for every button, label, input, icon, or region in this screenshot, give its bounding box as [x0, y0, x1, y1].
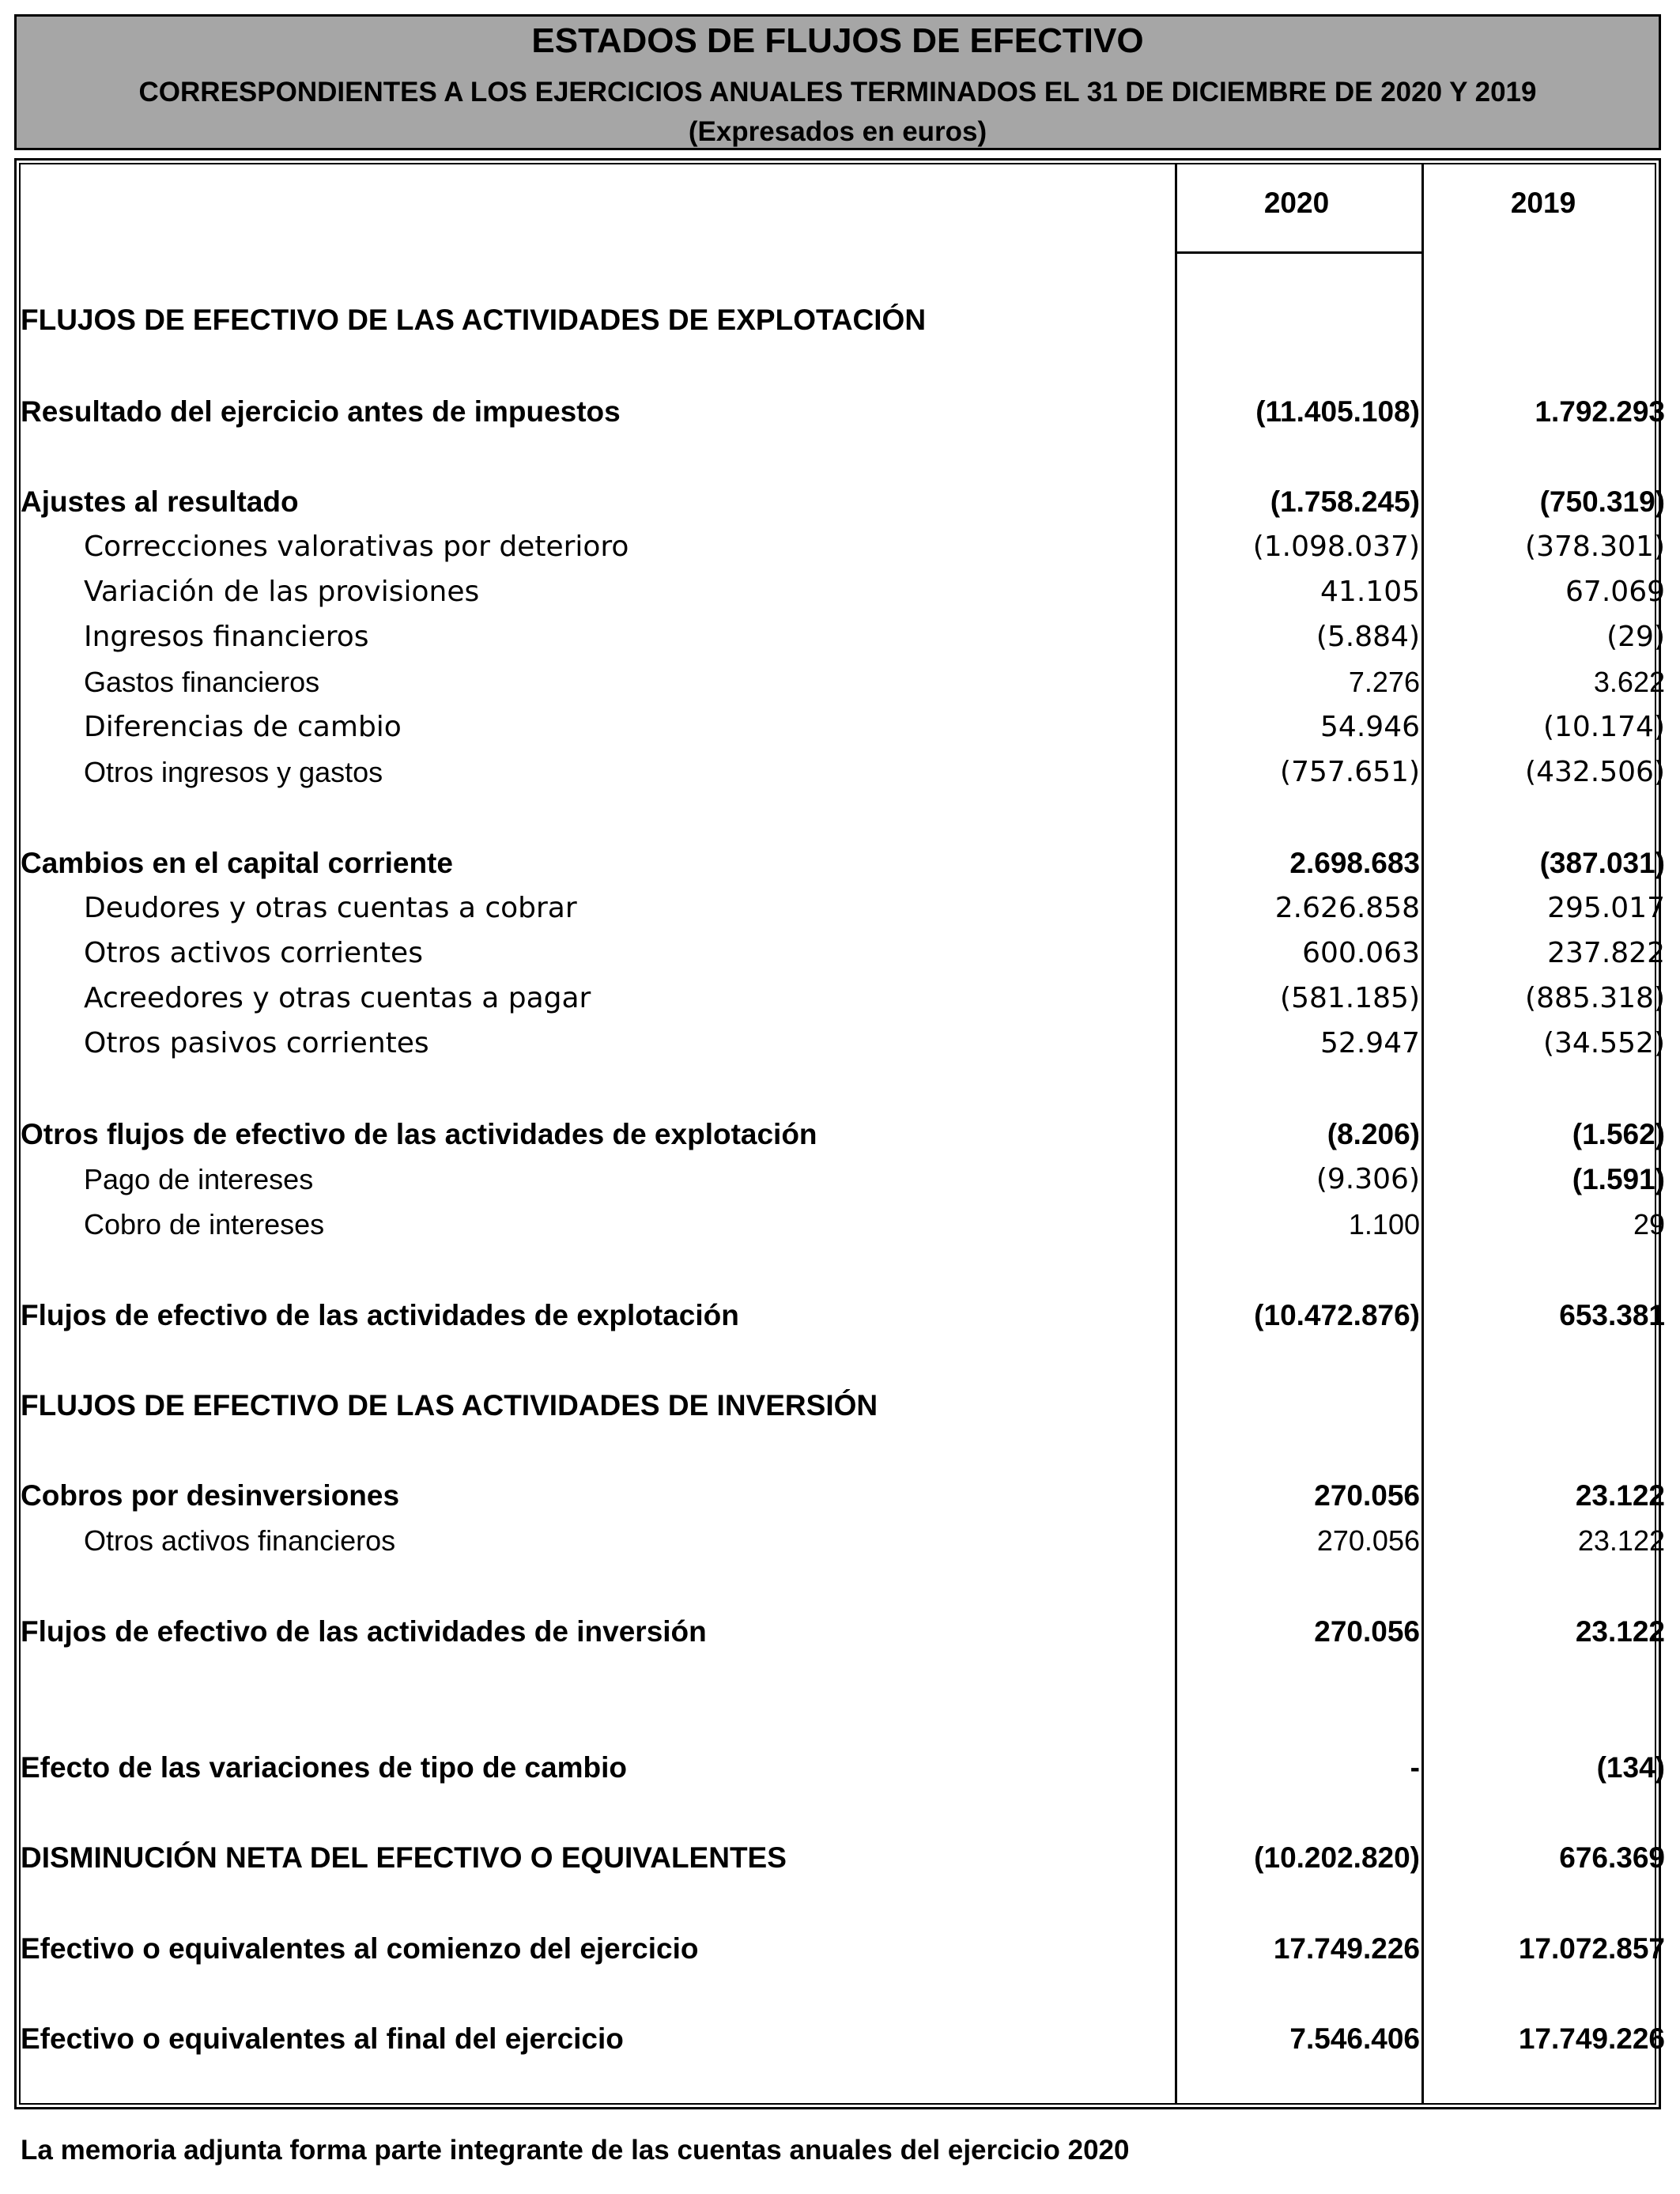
- value-2020: (9.306): [1316, 1163, 1420, 1195]
- value-2020: (8.206): [1327, 1118, 1420, 1150]
- row-label: Acreedores y otras cuentas a pagar: [84, 982, 591, 1014]
- value-2019: (29): [1606, 621, 1665, 653]
- row-label: Otros ingresos y gastos: [84, 756, 383, 788]
- value-2020: (10.472.876): [1254, 1299, 1420, 1331]
- table-row: [21, 576, 1665, 615]
- value-2019: 676.369: [1559, 1841, 1665, 1874]
- table-row: [21, 847, 1665, 886]
- value-2019: 237.822: [1547, 937, 1665, 969]
- table-row: [21, 1524, 1665, 1564]
- year-header-underline: [1175, 251, 1424, 254]
- value-2019: 1.792.293: [1535, 395, 1665, 428]
- row-label: Cobro de intereses: [84, 1208, 325, 1240]
- value-2019: (134): [1596, 1751, 1665, 1784]
- table-row: [21, 1615, 1665, 1655]
- value-2019: 23.122: [1575, 1479, 1665, 1512]
- footer-note: La memoria adjunta forma parte integrante de las cuentas anuales del ejercicio 2020: [21, 2135, 1130, 2166]
- row-label: Resultado del ejercicio antes de impuestos: [21, 395, 621, 428]
- value-2019: (750.319): [1539, 485, 1665, 518]
- value-2020: 7.546.406: [1289, 2022, 1420, 2055]
- value-2020: -: [1410, 1751, 1420, 1784]
- value-2019: (432.506): [1525, 756, 1665, 788]
- row-label: Gastos financieros: [84, 666, 320, 698]
- row-label: Ingresos financieros: [84, 621, 369, 653]
- currency-note: (Expresados en euros): [688, 116, 987, 147]
- row-label: FLUJOS DE EFECTIVO DE LAS ACTIVIDADES DE EXPLOTACIÓN: [21, 304, 927, 336]
- value-2020: 270.056: [1316, 1524, 1420, 1557]
- row-label: Pago de intereses: [84, 1163, 314, 1195]
- value-2020: (757.651): [1280, 756, 1420, 788]
- value-2020: 54.946: [1320, 711, 1420, 743]
- table-row: [21, 1027, 1665, 1067]
- value-2020: 2.626.858: [1274, 892, 1420, 924]
- row-label: FLUJOS DE EFECTIVO DE LAS ACTIVIDADES DE INVERSIÓN: [21, 1389, 878, 1422]
- table-row: [21, 1479, 1665, 1519]
- value-2020: (1.098.037): [1252, 531, 1420, 563]
- column-header-2020: 2020: [1263, 187, 1330, 219]
- row-label: Efecto de las variaciones de tipo de cambio: [21, 1751, 627, 1784]
- table-row: [21, 531, 1665, 570]
- table-row: [21, 711, 1665, 750]
- row-label: Efectivo o equivalentes al comienzo del ejercicio: [21, 1932, 699, 1965]
- table-row: [21, 1299, 1665, 1339]
- table-row: [21, 1841, 1665, 1881]
- value-2019: 653.381: [1559, 1299, 1665, 1331]
- table-row: [21, 2022, 1665, 2062]
- section-heading-explotacion: [21, 304, 1657, 343]
- value-2020: (581.185): [1280, 982, 1420, 1014]
- row-label: Otros activos financieros: [84, 1524, 396, 1557]
- row-label: Efectivo o equivalentes al final del ejercicio: [21, 2022, 624, 2055]
- table-row: [21, 892, 1665, 931]
- table-row: [21, 621, 1665, 660]
- statement-subtitle: CORRESPONDIENTES A LOS EJERCICIOS ANUALES TERMINADOS EL 31 DE DICIEMBRE DE 2020 Y 2019: [138, 77, 1537, 108]
- row-label: Ajustes al resultado: [21, 485, 299, 518]
- statement-header: [14, 14, 1661, 150]
- column-header-2019: 2019: [1510, 187, 1576, 219]
- value-2019: (885.318): [1525, 982, 1665, 1014]
- row-label: Correcciones valorativas por deterioro: [84, 531, 629, 563]
- value-2019: 295.017: [1547, 892, 1665, 924]
- table-row: [21, 1118, 1665, 1157]
- value-2020: 600.063: [1302, 937, 1420, 969]
- table-row: [21, 1751, 1665, 1791]
- value-2020: 270.056: [1314, 1479, 1420, 1512]
- table-row: [21, 982, 1665, 1021]
- value-2019: 23.122: [1575, 1615, 1665, 1648]
- row-label: Variación de las provisiones: [84, 576, 480, 608]
- value-2020: (10.202.820): [1254, 1841, 1420, 1874]
- value-2019: (10.174): [1542, 711, 1665, 743]
- table-row: [21, 756, 1665, 795]
- value-2020: 1.100: [1348, 1208, 1420, 1240]
- value-2020: (11.405.108): [1255, 395, 1420, 428]
- value-2020: 2.698.683: [1289, 847, 1420, 879]
- value-2020: 41.105: [1320, 576, 1420, 608]
- value-2019: 3.622: [1593, 666, 1665, 698]
- row-label: Cambios en el capital corriente: [21, 847, 453, 879]
- value-2019: 17.749.226: [1518, 2022, 1665, 2055]
- value-2020: (1.758.245): [1270, 485, 1420, 518]
- value-2019: 67.069: [1565, 576, 1665, 608]
- value-2019: 17.072.857: [1518, 1932, 1665, 1965]
- table-row: [21, 937, 1665, 976]
- row-label: Flujos de efectivo de las actividades de inversión: [21, 1615, 707, 1648]
- row-label: Otros flujos de efectivo de las actividades de explotación: [21, 1118, 817, 1150]
- table-row: [21, 485, 1665, 525]
- value-2019: (34.552): [1542, 1027, 1665, 1059]
- value-2019: (1.591): [1572, 1163, 1665, 1195]
- value-2019: (387.031): [1539, 847, 1665, 879]
- row-label: Flujos de efectivo de las actividades de explotación: [21, 1299, 739, 1331]
- statement-title: ESTADOS DE FLUJOS DE EFECTIVO: [531, 21, 1144, 60]
- value-2019: 29: [1633, 1208, 1665, 1240]
- value-2020: 17.749.226: [1273, 1932, 1420, 1965]
- row-label: Deudores y otras cuentas a cobrar: [84, 892, 577, 924]
- table-row: [21, 395, 1665, 435]
- value-2020: 52.947: [1320, 1027, 1420, 1059]
- value-2020: 270.056: [1314, 1615, 1420, 1648]
- value-2020: (5.884): [1316, 621, 1420, 653]
- row-label: Otros activos corrientes: [84, 937, 423, 969]
- value-2019: (1.562): [1572, 1118, 1665, 1150]
- row-label: Otros pasivos corrientes: [84, 1027, 429, 1059]
- section-heading-inversion: [21, 1389, 1657, 1429]
- table-row: [21, 1163, 1665, 1203]
- value-2019: 23.122: [1577, 1524, 1665, 1557]
- table-row: [21, 1208, 1665, 1248]
- row-label: DISMINUCIÓN NETA DEL EFECTIVO O EQUIVALENTES: [21, 1841, 787, 1874]
- value-2020: 7.276: [1348, 666, 1420, 698]
- table-row: [21, 1932, 1665, 1972]
- row-label: Diferencias de cambio: [84, 711, 402, 743]
- row-label: Cobros por desinversiones: [21, 1479, 400, 1512]
- value-2019: (378.301): [1525, 531, 1665, 563]
- table-row: [21, 666, 1665, 705]
